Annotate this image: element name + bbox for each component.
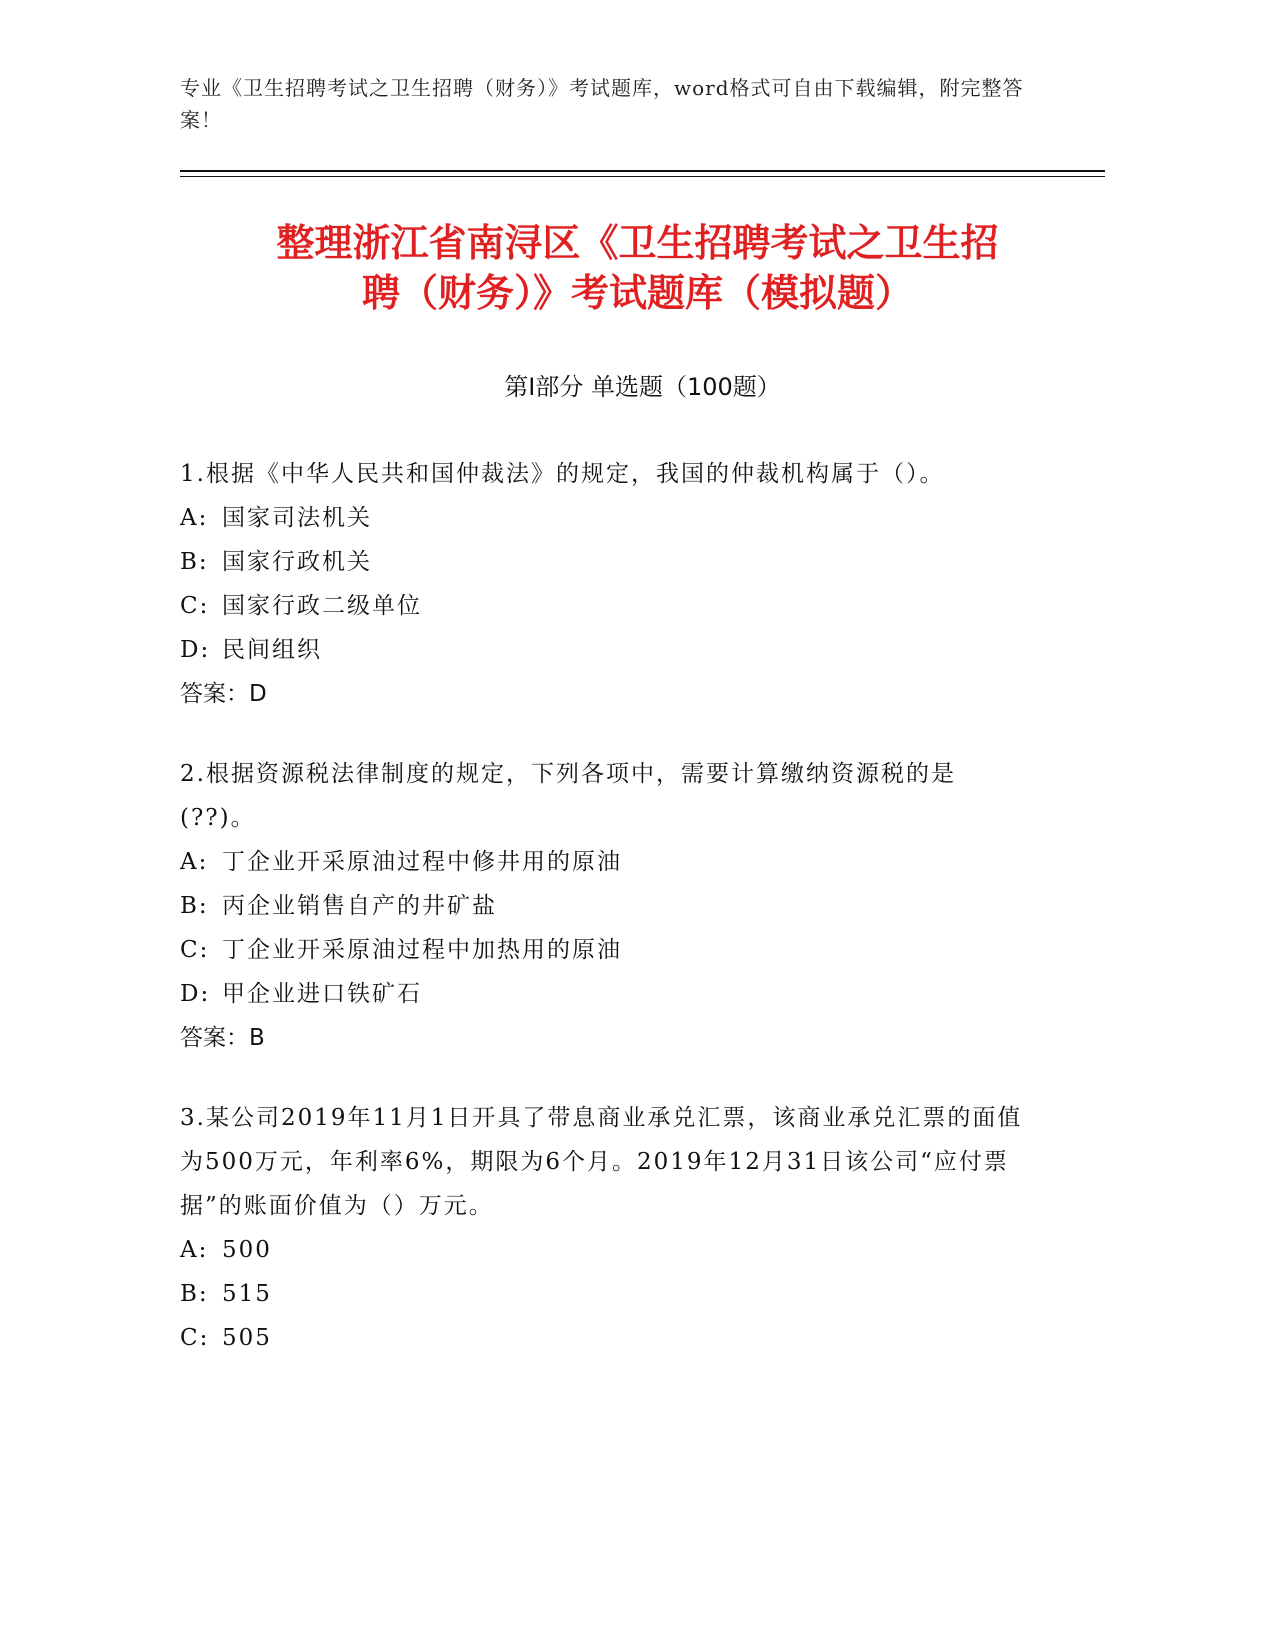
section-title: 第Ⅰ部分 单选题（100题）	[504, 373, 781, 401]
question-1	[180, 452, 1030, 716]
question-option-d	[180, 972, 1030, 1016]
header-divider-thin	[180, 176, 1105, 177]
option-key: D:	[180, 637, 211, 663]
option-text: 丁企业开采原油过程中修井用的原油	[222, 849, 622, 875]
option-text: 国家行政二级单位	[222, 593, 422, 619]
question-stem: 1.根据《中华人民共和国仲裁法》的规定，我国的仲裁机构属于（）。	[180, 461, 945, 487]
question-option-b	[180, 884, 1030, 928]
question-option-a	[180, 840, 1030, 884]
option-text: 515	[222, 1281, 272, 1307]
question-option-a	[180, 496, 1030, 540]
option-key: A:	[180, 849, 209, 875]
question-list	[180, 452, 1030, 1396]
question-answer: 答案：D	[180, 681, 267, 707]
question-option-c	[180, 1316, 1030, 1360]
option-text: 甲企业进口铁矿石	[222, 981, 422, 1007]
option-text: 505	[222, 1325, 272, 1351]
option-key: C:	[180, 1325, 210, 1351]
question-2	[180, 752, 1030, 1060]
question-option-a	[180, 1228, 1030, 1272]
document-title	[150, 218, 1125, 318]
option-key: A:	[180, 1237, 209, 1263]
option-key: B:	[180, 1281, 209, 1307]
option-key: C:	[180, 937, 210, 963]
question-3	[180, 1096, 1030, 1360]
question-option-c	[180, 584, 1030, 628]
question-option-b	[180, 1272, 1030, 1316]
header-note: 专业《卫生招聘考试之卫生招聘（财务）》考试题库，word格式可自由下载编辑，附完整答案！	[180, 76, 1024, 132]
option-text: 国家司法机关	[222, 505, 372, 531]
header-divider-thick	[180, 170, 1105, 172]
question-stem: 2.根据资源税法律制度的规定，下列各项中，需要计算缴纳资源税的是(??)。	[180, 761, 956, 831]
document-title-line-1: 整理浙江省南浔区《卫生招聘考试之卫生招	[276, 221, 999, 265]
question-option-d	[180, 628, 1030, 672]
option-text: 丁企业开采原油过程中加热用的原油	[222, 937, 622, 963]
option-key: D:	[180, 981, 211, 1007]
question-answer: 答案：B	[180, 1025, 265, 1051]
option-key: B:	[180, 893, 209, 919]
question-option-c	[180, 928, 1030, 972]
option-text: 国家行政机关	[222, 549, 372, 575]
question-option-b	[180, 540, 1030, 584]
option-text: 500	[222, 1237, 272, 1263]
option-key: C:	[180, 593, 210, 619]
option-text: 民间组织	[222, 637, 322, 663]
option-text: 丙企业销售自产的井矿盐	[222, 893, 497, 919]
question-stem: 3.某公司2019年11月1日开具了带息商业承兑汇票，该商业承兑汇票的面值为500万元，年利率6%，期限为6个月。2019年12月31日该公司“应付票据”的账面价值为（）万元。	[180, 1105, 1023, 1219]
option-key: A:	[180, 505, 209, 531]
document-title-line-2: 聘（财务）》考试题库（模拟题）	[361, 271, 913, 315]
option-key: B:	[180, 549, 209, 575]
